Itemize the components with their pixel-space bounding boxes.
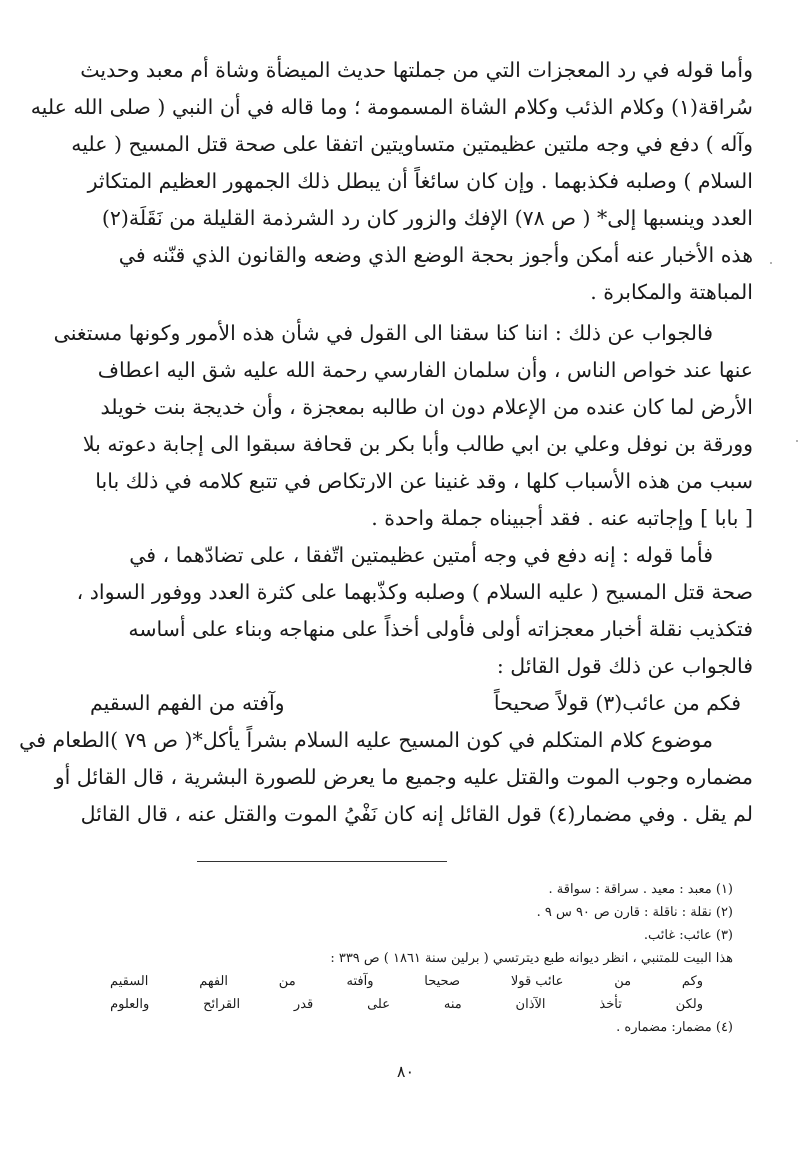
text-line: لم يقل . وفي مضمار(٤) قول القائل إنه كان نَفْيُ الموت والقتل عنه ، قال القائل bbox=[80, 802, 753, 826]
paragraph-3 bbox=[60, 537, 753, 685]
verse-word: السقيم bbox=[110, 974, 149, 989]
verse-first-hemistich: فكم من عائب(٣) قولاً صحيحاً bbox=[493, 691, 741, 715]
verse-word: عائب قولا bbox=[510, 974, 564, 989]
text-line: [ بابا ] وإجاتبه عنه . فقد أجبيناه جملة واحدة . bbox=[371, 506, 753, 530]
main-text bbox=[30, 52, 753, 685]
text-line: عنها عند خواص الناس ، وأن سلمان الفارسي رحمة الله عليه شق اليه اعطاف bbox=[97, 358, 753, 382]
footnotes bbox=[60, 878, 753, 1039]
text-line: موضوع كلام المتكلم في كون المسيح عليه السلام بشراً يأكل*( ص ٧٩ )الطعام في bbox=[19, 728, 713, 752]
footnote: (٤) مضمار: مضماره . bbox=[616, 1020, 733, 1035]
verse-word: الآذان bbox=[515, 997, 546, 1012]
verse-word: القرائح bbox=[203, 997, 241, 1012]
verse-word: ولكن bbox=[675, 997, 703, 1012]
text-line: السلام ) وصلبه فكذبهما . وإن كان سائغاً أن يبطل ذلك الجمهور العظيم المتكاثر bbox=[87, 169, 753, 193]
verse-word: وكم bbox=[681, 974, 703, 989]
text-line: فتكذيب نقلة أخبار معجزاته أولى فأولى أخذاً على منهاجه وبناء على أساسه bbox=[128, 617, 753, 641]
text-line: العدد وينسبها إلى* ( ص ٧٨) الإفك والزور كان رد الشرذمة القليلة من نَقَلَة(٢) bbox=[101, 206, 753, 230]
verse-word: قدر bbox=[293, 997, 314, 1012]
paragraph-4 bbox=[19, 722, 753, 833]
verse-word: الفهم bbox=[199, 974, 228, 989]
footnote: (٣) عائب: غائب. bbox=[643, 928, 733, 943]
footnote-divider bbox=[197, 861, 447, 862]
paragraph-1 bbox=[30, 52, 753, 311]
text-line: فالجواب عن ذلك : اننا كنا سقنا الى القول في شأن هذه الأمور وكونها مستغنى bbox=[53, 321, 713, 345]
verse-word: من bbox=[278, 974, 296, 989]
footnote-verse-line bbox=[60, 993, 733, 1016]
poetry-verse bbox=[60, 685, 753, 722]
text-line: صحة قتل المسيح ( عليه السلام ) وصلبه وكذّبهما على كثرة العدد ووفور السواد ، bbox=[76, 580, 753, 604]
verse-word: منه bbox=[443, 997, 462, 1012]
verse-word: وآفته bbox=[346, 974, 374, 989]
text-line: سبب من هذه الأسباب كلها ، وقد غنينا عن الارتكاص في تتبع كلامه في ذلك بابا bbox=[95, 469, 753, 493]
text-line: فأما قوله : إنه دفع في وجه أمتين عظيمتين اتّفقا ، على تضادّهما ، في bbox=[129, 543, 713, 567]
text-line: فالجواب عن ذلك قول القائل : bbox=[496, 654, 753, 678]
text-line: وورقة بن نوفل وعلي بن ابي طالب وأبا بكر بن قحافة سبقوا الى إجابة دعوته بلا bbox=[82, 432, 753, 456]
verse-word: تأخذ bbox=[599, 997, 622, 1012]
text-line: المباهتة والمكابرة . bbox=[590, 280, 753, 304]
verse-word: من bbox=[614, 974, 632, 989]
page-number: ٨٠ bbox=[396, 1062, 415, 1081]
footnote: (٢) نقلة : ناقلة : قارن ص ٩٠ س ٩ . bbox=[536, 905, 733, 920]
verse-word: والعلوم bbox=[110, 997, 150, 1012]
main-text-continued bbox=[19, 722, 753, 833]
verse-word: صحيحا bbox=[424, 974, 460, 989]
text-line: هذه الأخبار عنه أمكن وأجوز بحجة الوضع الذي وضعه والقانون الذي قنّنه في bbox=[118, 243, 753, 267]
text-line: سُراقة(١) وكلام الذئب وكلام الشاة المسمومة ؛ وما قاله في أن النبي ( صلى الله عليه bbox=[30, 95, 753, 119]
verse-word: على bbox=[367, 997, 390, 1012]
paragraph-2 bbox=[53, 315, 753, 537]
text-line: وآله ) دفع في وجه ملتين عظيمتين متساويتين اتفقا على صحة قتل المسيح ( عليه bbox=[71, 132, 753, 156]
footnote: (١) معبد : معيد . سراقة : سواقة . bbox=[548, 882, 733, 897]
verse-second-hemistich: وآفته من الفهم السقيم bbox=[90, 691, 285, 715]
scan-speck bbox=[796, 440, 798, 442]
footnote-verse-line bbox=[60, 970, 733, 993]
text-line: الأرض لما كان عنده من الإعلام دون ان طالبه بمعجزة ، وأن خديجة بنت خويلد bbox=[100, 395, 753, 419]
scan-speck bbox=[770, 262, 772, 264]
footnote: هذا البيت للمتنبي ، انظر ديوانه طبع ديترتسي ( برلين سنة ١٨٦١ ) ص ٣٣٩ : bbox=[330, 951, 733, 966]
text-line: مضماره وجوب الموت والقتل عليه وجميع ما يعرض للصورة البشرية ، قال القائل أو bbox=[54, 765, 753, 789]
text-line: وأما قوله في رد المعجزات التي من جملتها حديث الميضأة وشاة أم معبد وحديث bbox=[80, 58, 753, 82]
